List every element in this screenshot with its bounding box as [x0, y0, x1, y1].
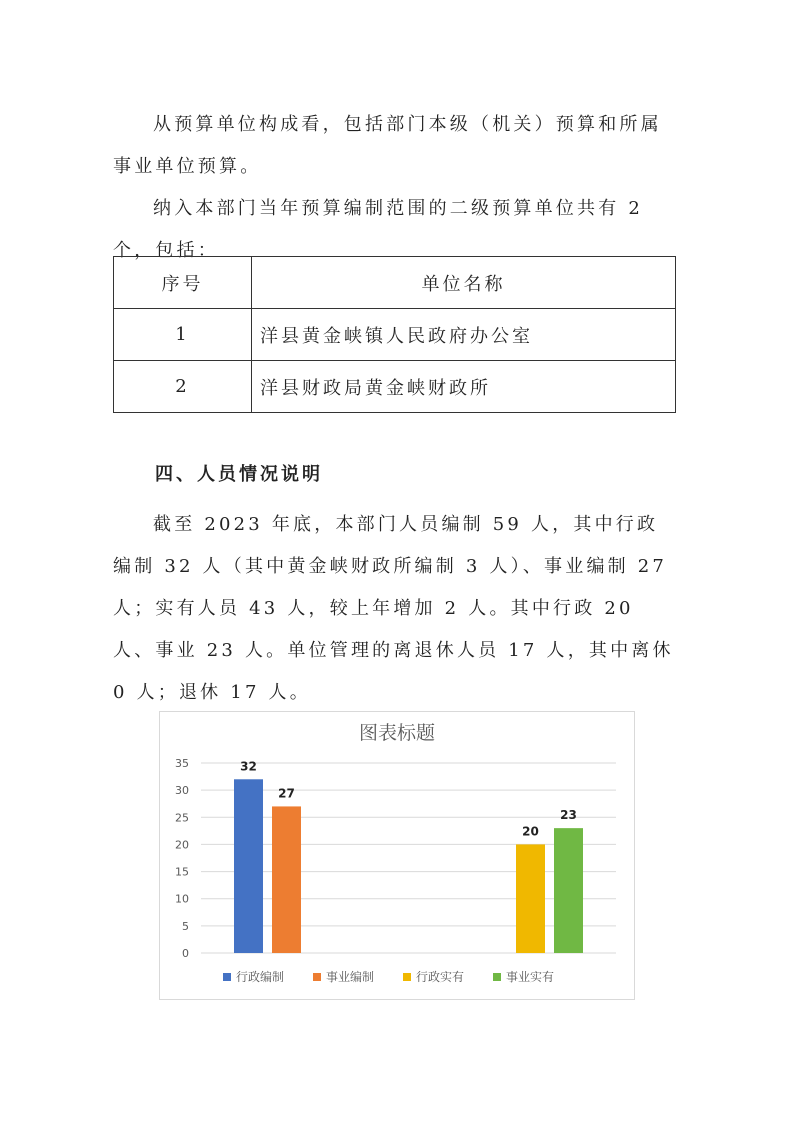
table-row: [114, 361, 676, 413]
cell-index: 2: [114, 361, 252, 413]
table-row: [114, 309, 676, 361]
y-tick-label: 5: [182, 919, 189, 933]
y-tick-label: 10: [175, 892, 189, 906]
y-tick-label: 0: [182, 947, 189, 960]
y-tick-label: 20: [175, 838, 189, 852]
units-table: [113, 256, 676, 413]
bar-1: [234, 779, 263, 953]
data-label: 27: [278, 786, 295, 801]
paragraph-secondary-units: 纳入本部门当年预算编制范围的二级预算单位共有 2 个，包括：: [113, 198, 643, 261]
paragraph-staffing: 截至 2023 年底，本部门人员编制 59 人，其中行政编制 32 人（其中黄金峡财政所编制 3 人）、事业编制 27 人；实有人员 43 人，较上年增加 2 人。其中行政 20 人、事业 23 人。单位管理的离退休人员 17 人，其中离休 0 人；退休 17 人。: [113, 514, 674, 703]
bar-4: [554, 828, 583, 953]
legend-swatch: [493, 973, 501, 981]
cell-unit-name: 洋县财政局黄金峡财政所: [252, 361, 676, 413]
section-heading: 四、人员情况说明: [155, 464, 323, 485]
legend-swatch: [313, 973, 321, 981]
legend-swatch: [223, 973, 231, 981]
cell-unit-name: 洋县黄金峡镇人民政府办公室: [252, 309, 676, 361]
y-tick-label: 15: [175, 865, 189, 879]
data-label: 23: [560, 808, 577, 823]
legend-label: 事业编制: [326, 970, 375, 984]
column-header-index: 序号: [114, 257, 252, 309]
data-label: 20: [522, 824, 539, 839]
chart-title: 图表标题: [358, 722, 436, 744]
table-header-row: [114, 257, 676, 309]
y-tick-label: 35: [175, 757, 189, 770]
cell-index: 1: [114, 309, 252, 361]
column-header-unit-name: 单位名称: [252, 257, 676, 309]
legend-label: 事业实有: [506, 970, 555, 984]
legend-swatch: [403, 973, 411, 981]
y-tick-label: 25: [175, 811, 189, 825]
bar-2: [272, 806, 301, 953]
legend-label: 行政编制: [236, 970, 285, 984]
data-label: 32: [240, 759, 257, 774]
y-tick-label: 30: [175, 784, 189, 798]
chart-canvas: [160, 712, 634, 999]
legend-label: 行政实有: [416, 970, 465, 984]
bar-3: [516, 844, 545, 953]
paragraph-budget-composition: 从预算单位构成看，包括部门本级（机关）预算和所属事业单位预算。: [113, 114, 662, 177]
bar-chart: [159, 711, 635, 1000]
